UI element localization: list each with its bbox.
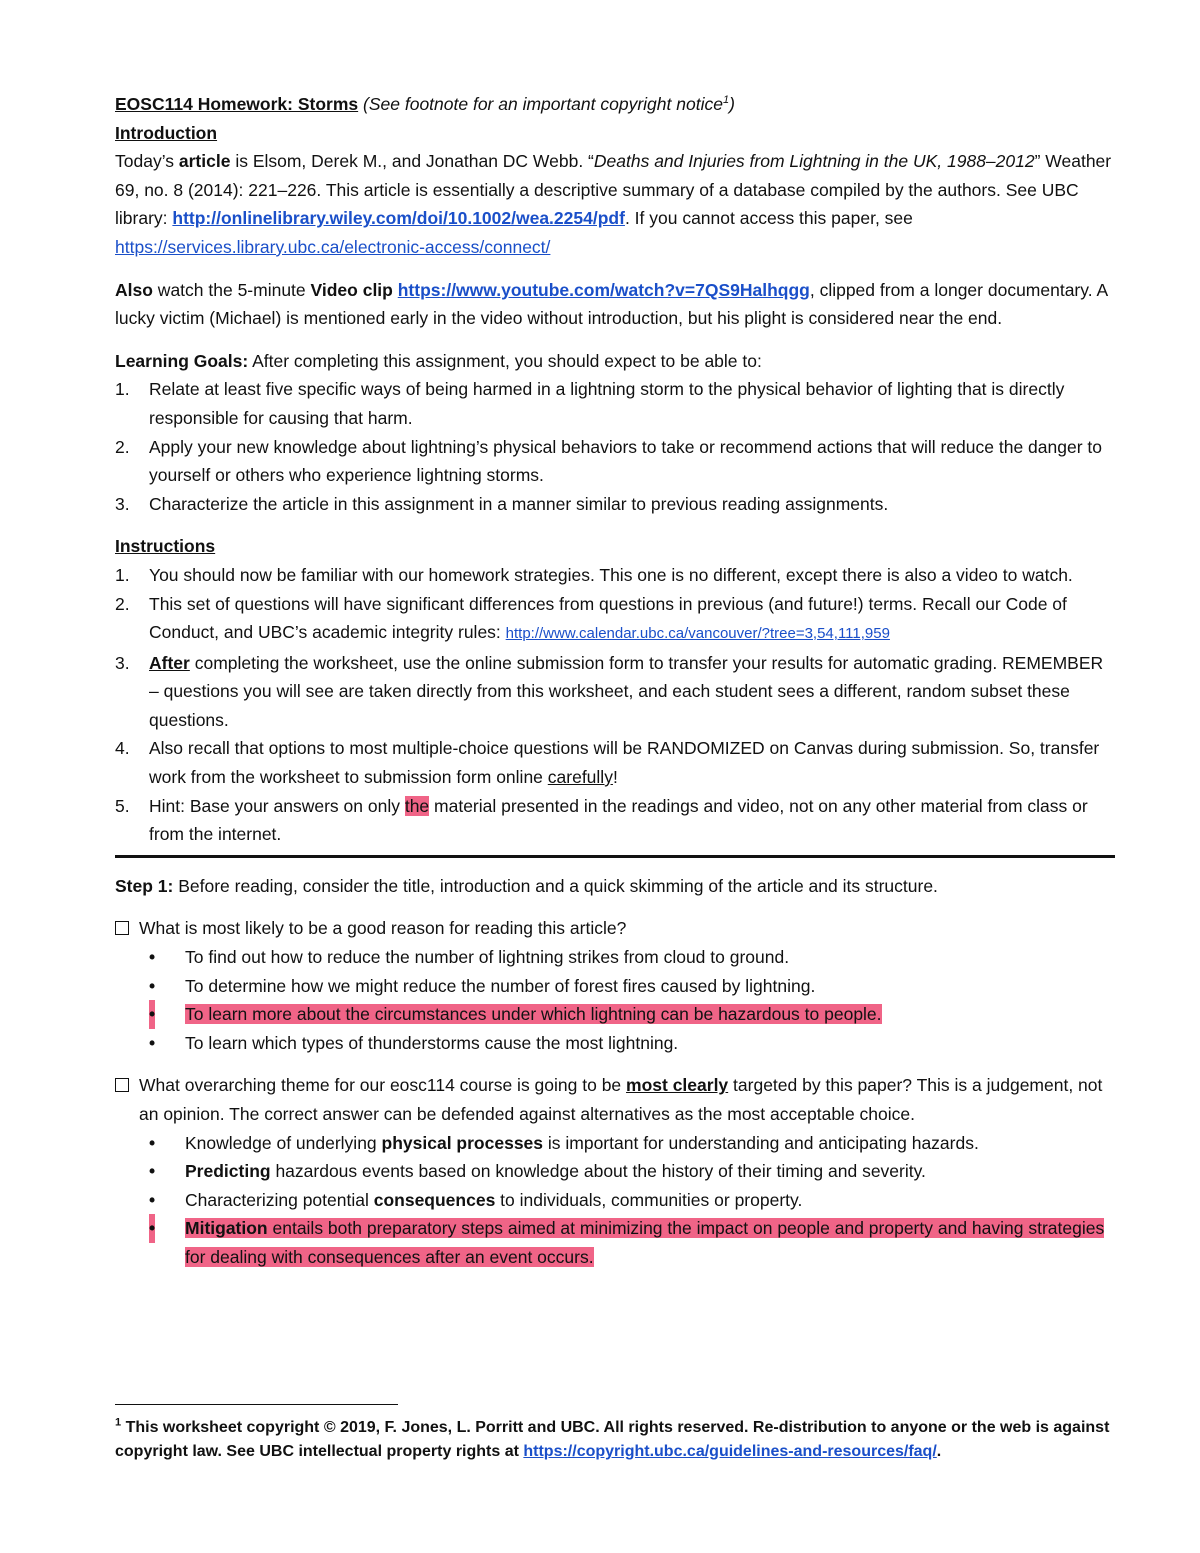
- question-1: [115, 914, 1115, 943]
- step1-text: Step 1: Before reading, consider the title, introduction and a quick skimming of the article and its structure.: [115, 875, 938, 896]
- footnote-ref: 1: [722, 94, 730, 107]
- wiley-pdf-link[interactable]: http://onlinelibrary.wiley.com/doi/10.1002/wea.2254/pdf: [172, 208, 625, 229]
- bullet-icon: •: [149, 1214, 155, 1243]
- bullet-icon: •: [149, 947, 156, 968]
- bullet-icon: •: [149, 1032, 156, 1053]
- option-item[interactable]: • Characterizing potential consequences to individuals, communities or property.: [139, 1186, 1115, 1215]
- goal-item: 3. Characterize the article in this assignment in a manner similar to previous reading assignments.: [115, 493, 889, 514]
- intro-paragraph: Today’s article is Elsom, Derek M., and Jonathan DC Webb. “Deaths and Injuries from Lightning in the UK, 1988–2012” Weather 69, no. 8 (2014): 221–226. This article is essentially a descriptive summary of a database compiled by the authors. See UBC library: http://onlinelibrary.wiley.com/doi/10.1002/wea.2254/pdf. If you cannot access this paper, see https://services.library.ubc.ca/electronic-access/connect/: [115, 151, 1112, 257]
- option-item[interactable]: • To determine how we might reduce the number of forest fires caused by lightning.: [139, 972, 1115, 1001]
- title-text: EOSC114 Homework: Storms: [115, 94, 359, 114]
- bullet-icon: •: [149, 1132, 156, 1153]
- question-2-text: What overarching theme for our eosc114 course is going to be most clearly targeted by this paper? This is a judgement, not an opinion. The correct answer can be defended against alternatives as the most acceptable choice.: [139, 1075, 1103, 1124]
- question-2: [115, 1071, 1115, 1128]
- option-item[interactable]: • To learn which types of thunderstorms cause the most lightning.: [139, 1029, 1115, 1058]
- option-item-selected[interactable]: • To learn more about the circumstances under which lightning can be hazardous to people.: [139, 1000, 1115, 1029]
- copyright-faq-link[interactable]: https://copyright.ubc.ca/guidelines-and-resources/faq/: [523, 1443, 937, 1460]
- instructions-heading: Instructions: [115, 536, 216, 557]
- option-item-selected[interactable]: • Mitigation entails both preparatory steps aimed at minimizing the impact on people and property and having strategies for dealing with consequences after an event occurs.: [139, 1214, 1115, 1271]
- option-item[interactable]: • Knowledge of underlying physical processes is important for understanding and anticipating hazards.: [139, 1129, 1115, 1158]
- instruction-item: 5. Hint: Base your answers on only the material presented in the readings and video, not on any other material from class or from the internet.: [115, 795, 1088, 845]
- goal-item: 1. Relate at least five specific ways of being harmed in a lightning storm to the physical behavior of lighting that is directly responsible for causing that harm.: [115, 379, 1065, 428]
- footnote: $^1$ This worksheet copyright © 2019, F. Jones, L. Porritt and UBC. All rights reserved. Re-distribution to anyone or the web is against copyright law. See UBC intellectual property rights at https://copyright.ubc.ca/guidelines-and-resources/faq/.: [115, 1416, 1110, 1460]
- question-1-text: What is most likely to be a good reason for reading this article?: [139, 918, 627, 939]
- instructions-list: [115, 561, 1115, 849]
- copyright-note: (See footnote for an important copyright notice$^1$): [363, 94, 735, 114]
- page-title: [115, 90, 1115, 119]
- youtube-link[interactable]: https://www.youtube.com/watch?v=7QS9Halhqgg: [397, 279, 810, 300]
- instruction-item: 3. After completing the worksheet, use the online submission form to transfer your results for automatic grading. REMEMBER – questions you will see are taken directly from this worksheet, and each student sees a different, random subset these questions.: [115, 652, 1104, 730]
- instruction-item: 4. Also recall that options to most multiple-choice questions will be RANDOMIZED on Canvas during submission. So, transfer work from the worksheet to submission form online carefully!: [115, 738, 1100, 788]
- goal-item: 2. Apply your new knowledge about lightning’s physical behaviors to take or recommend actions that will reduce the danger to yourself or others who experience lightning storms.: [115, 436, 1103, 486]
- instruction-item: 2. This set of questions will have significant differences from questions in previous (and future!) terms. Recall our Code of Conduct, and UBC’s academic integrity rules: http://www.calendar.ubc.ca/vancouver/?tree=3,54,111,959: [115, 593, 1067, 643]
- option-item[interactable]: • Predicting hazardous events based on knowledge about the history of their timing and severity.: [139, 1157, 1115, 1186]
- question-1-options: [115, 943, 1115, 1057]
- bullet-icon: •: [149, 1161, 156, 1182]
- intro-heading: Introduction: [115, 122, 218, 143]
- worksheet-page: [115, 90, 1115, 1272]
- video-paragraph: Also watch the 5-minute Video clip https://www.youtube.com/watch?v=7QS9Halhqgg, clipped from a longer documentary. A lucky victim (Michael) is mentioned early in the video without introduction, but his plight is considered near the end.: [115, 279, 1108, 329]
- bullet-icon: •: [149, 975, 156, 996]
- bullet-icon: •: [149, 1189, 156, 1210]
- section-divider: [115, 855, 1115, 858]
- footnote-divider: [115, 1404, 398, 1405]
- bullet-icon: •: [149, 1000, 155, 1029]
- highlighted-word: the: [404, 795, 430, 816]
- learning-goals-list: [115, 375, 1115, 518]
- library-connect-link[interactable]: https://services.library.ubc.ca/electronic-access/connect/: [115, 236, 551, 257]
- option-item[interactable]: • To find out how to reduce the number of lightning strikes from cloud to ground.: [139, 943, 1115, 972]
- learning-goals-lead: Learning Goals: After completing this assignment, you should expect to be able to:: [115, 350, 762, 371]
- calendar-integrity-link[interactable]: http://www.calendar.ubc.ca/vancouver/?tree=3,54,111,959: [505, 625, 890, 643]
- checkbox-icon[interactable]: [115, 1078, 129, 1092]
- question-2-options: [115, 1129, 1115, 1272]
- instruction-item: 1. You should now be familiar with our homework strategies. This one is no different, except there is also a video to watch.: [115, 564, 1073, 585]
- checkbox-icon[interactable]: [115, 921, 129, 935]
